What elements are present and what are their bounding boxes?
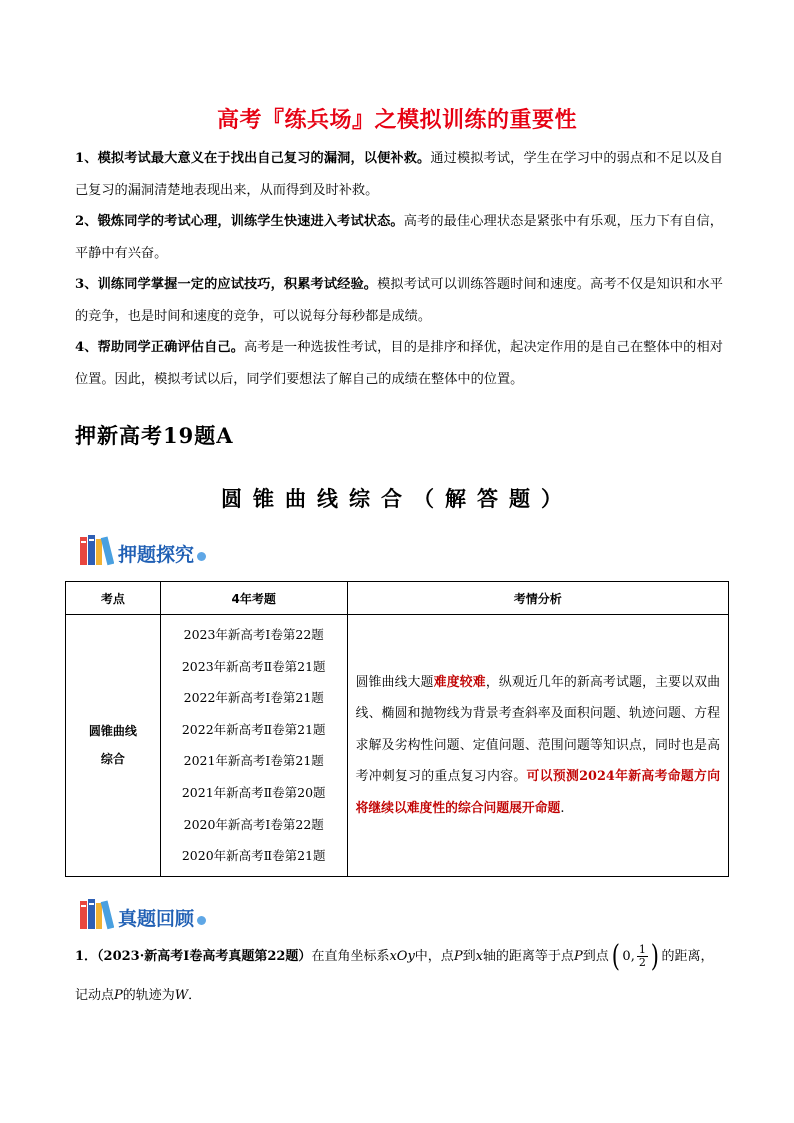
intro-section xyxy=(75,143,723,395)
year-item: 2023年新高考Ⅰ卷第22题 xyxy=(183,627,324,642)
coordinate-system: xOy xyxy=(389,949,415,964)
coord-x: 0, xyxy=(622,949,635,964)
year-item: 2020年新高考Ⅰ卷第22题 xyxy=(183,816,324,832)
intro-text-1: 通过模拟考试，学生在学习中的弱点和不足以及自己复习的漏洞清楚地表现出来，从而得到及时补救。 xyxy=(75,151,723,198)
years-cell xyxy=(160,615,347,877)
intro-paragraph-2 xyxy=(75,206,723,269)
kaodian-cell xyxy=(66,615,161,877)
badge-dot xyxy=(197,552,206,561)
point-p: P xyxy=(114,988,123,1003)
intro-text-3: 模拟考试可以训练答题时间和速度。高考不仅是知识和水平的竞争，也是时间和速度的竞争，可以说每分每秒都是成绩。 xyxy=(75,277,723,324)
intro-text-2: 高考的最佳心理状态是紧张中有乐观，压力下有自信，平静中有兴奋。 xyxy=(75,214,723,261)
year-item: 2020年新高考Ⅱ卷第21题 xyxy=(181,848,326,864)
analysis-cell xyxy=(347,615,728,877)
books-icon xyxy=(78,533,114,567)
analysis-text-b: ，纵观近几年的新高考试题，主要以双曲线、椭圆和抛物线为背景考查斜率及面积问题、轨迹问题、方程求解及劣构性问题、定值问题、范围问题等知识点，同时也是高考冲刺复习的重点复习内容。 xyxy=(355,674,721,785)
badge-yati-tanjiu xyxy=(78,531,206,567)
section-heading: 押新高考19题A xyxy=(75,423,234,448)
table-header-kaodian: 考点 xyxy=(66,582,161,615)
kaodian-line-1: 圆锥曲线 xyxy=(88,724,137,739)
intro-bold-1: 1、模拟考试最大意义在于找出自己复习的漏洞，以便补救。 xyxy=(75,151,431,166)
books-icon xyxy=(78,897,114,931)
question-1 xyxy=(75,937,723,1015)
year-item: 2021年新高考Ⅰ卷第21题 xyxy=(183,753,324,769)
right-paren: ) xyxy=(650,938,659,974)
table-row xyxy=(66,615,729,877)
badge-zhenti-huigu xyxy=(78,895,206,931)
question-text: 到点 xyxy=(582,949,609,964)
question-text: 的距离，记动点 xyxy=(75,949,714,1003)
question-number: 1． xyxy=(75,949,98,964)
intro-paragraph-3 xyxy=(75,269,723,332)
left-paren: ( xyxy=(611,938,620,974)
point-coordinate xyxy=(610,940,661,974)
section-subtitle: 圆锥曲线综合（解答题） xyxy=(221,486,573,511)
intro-bold-3: 3、训练同学掌握一定的应试技巧，积累考试经验。 xyxy=(75,277,378,292)
analysis-text-a: 圆锥曲线大题 xyxy=(355,674,434,690)
point-p: P xyxy=(453,949,463,964)
question-text: 轴的距离等于点 xyxy=(482,949,574,964)
intro-paragraph-1 xyxy=(75,143,723,206)
question-text: 到 xyxy=(462,949,476,964)
year-item: 2022年新高考Ⅰ卷第21题 xyxy=(183,690,324,706)
exam-analysis-table xyxy=(65,581,729,877)
question-text: 的轨迹为 xyxy=(122,988,175,1003)
analysis-highlight-2: 可以预测2024年新高考命题方向将继续以难度性的综合问题展开命题 xyxy=(355,769,720,816)
intro-paragraph-4 xyxy=(75,332,723,395)
x-axis-symbol: x xyxy=(475,949,483,964)
analysis-period: . xyxy=(560,800,565,816)
fraction-numerator: 1 xyxy=(638,943,646,956)
fraction xyxy=(637,944,648,969)
question-text: ． xyxy=(188,988,202,1003)
fraction-denominator: 2 xyxy=(638,956,646,969)
question-text: 在直角坐标系 xyxy=(311,949,390,964)
year-item: 2021年新高考Ⅱ卷第20题 xyxy=(181,784,326,800)
table-header-years: 4年考题 xyxy=(160,582,347,615)
table-header-row xyxy=(66,582,729,615)
analysis-highlight-1: 难度较难 xyxy=(433,674,486,690)
point-p: P xyxy=(573,949,583,964)
table-header-analysis: 考情分析 xyxy=(347,582,728,615)
badge-label: 押题探究 xyxy=(118,544,195,566)
kaodian-line-2: 综合 xyxy=(100,752,125,767)
page-title: 高考『练兵场』之模拟训练的重要性 xyxy=(216,108,577,133)
year-item: 2022年新高考Ⅱ卷第21题 xyxy=(181,721,326,737)
intro-text-4: 高考是一种选拔性考试，目的是排序和择优，起决定作用的是自己在整体中的相对位置。因此，模拟考试以后，同学们要想法了解自己的成绩在整体中的位置。 xyxy=(75,340,723,387)
badge-dot xyxy=(197,916,206,925)
question-text: 中，点 xyxy=(414,949,454,964)
intro-bold-2: 2、锻炼同学的考试心理，训练学生快速进入考试状态。 xyxy=(75,214,404,229)
year-item: 2023年新高考Ⅱ卷第21题 xyxy=(181,658,326,674)
question-source: （2023·新高考Ⅰ卷高考真题第22题） xyxy=(97,949,312,964)
intro-bold-4: 4、帮助同学正确评估自己。 xyxy=(75,340,244,355)
trajectory-w: W xyxy=(174,988,189,1003)
badge-label: 真题回顾 xyxy=(118,908,195,930)
